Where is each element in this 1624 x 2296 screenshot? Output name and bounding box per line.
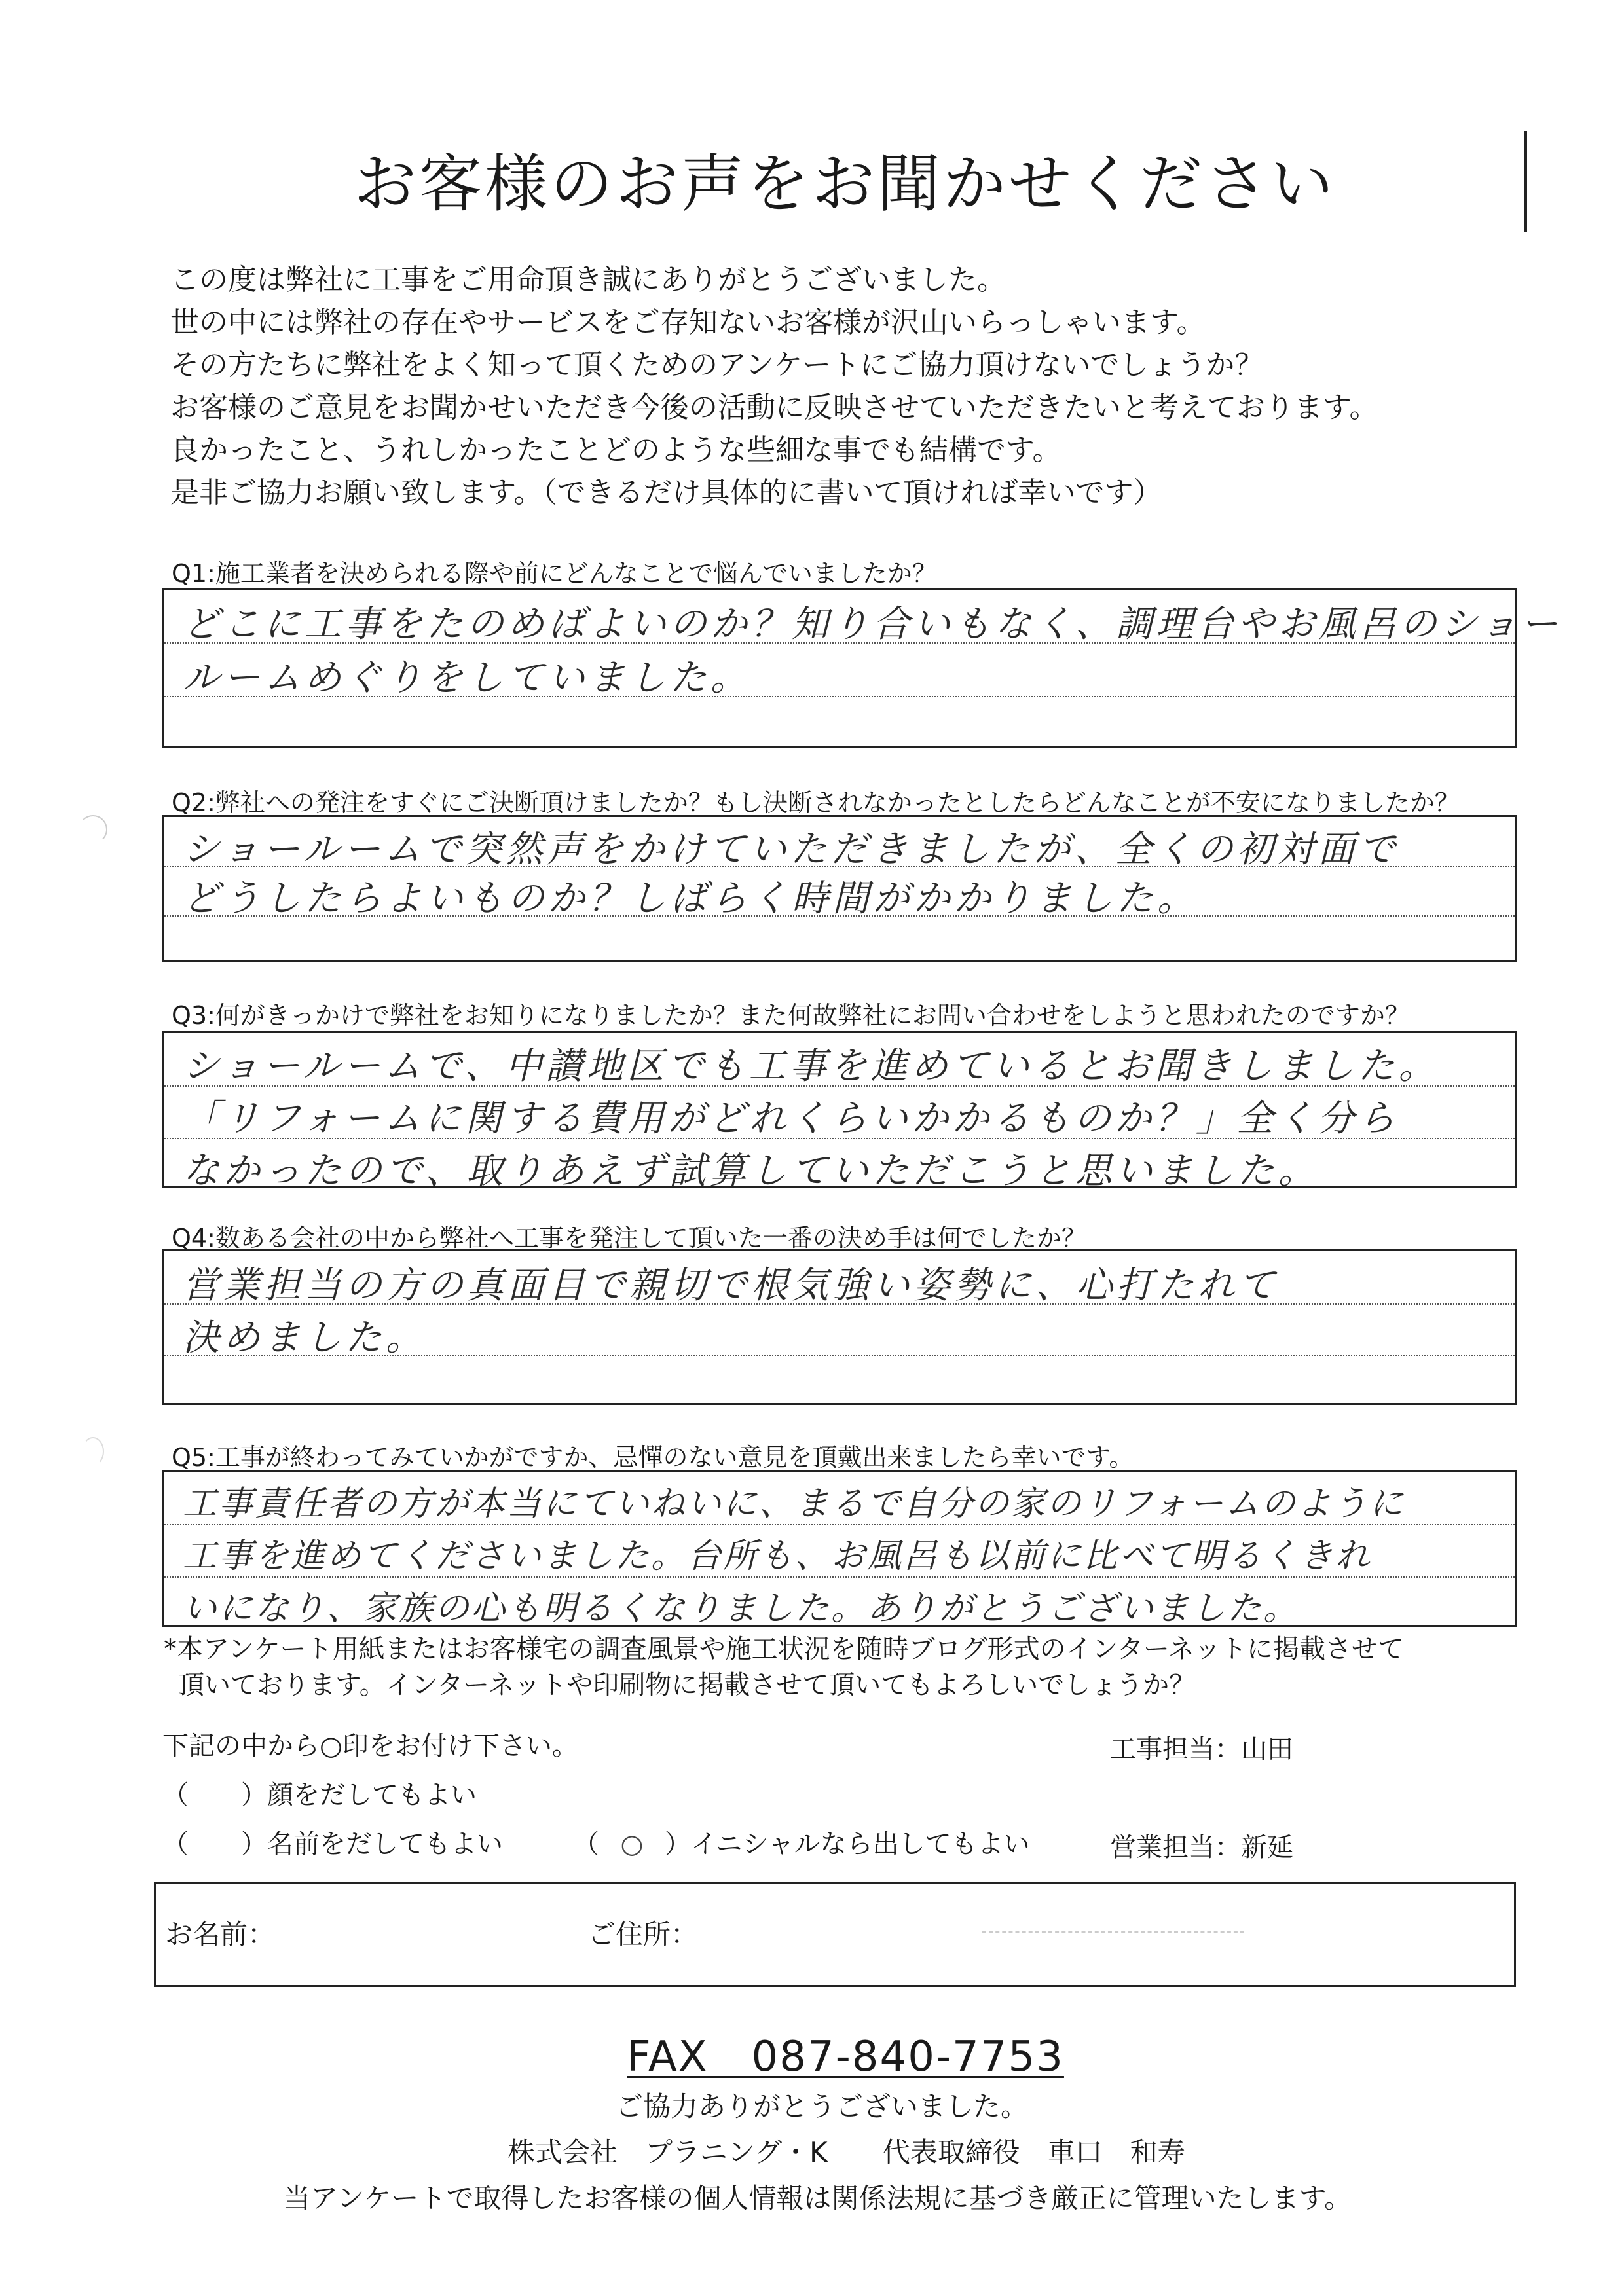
answer-box-3 <box>162 1031 1517 1192</box>
question-4-label: Q4:数ある会社の中から弊社へ工事を発注して頂いた一番の決め手は何でしたか？ <box>172 1224 1086 1252</box>
customer-address-label: ご住所： <box>588 1918 699 1950</box>
fax-number: FAX 087-840-7753 <box>627 2033 1064 2081</box>
answer-2-line: ショールームで突然声をかけていただきましたが、全くの初対面で <box>183 828 1399 871</box>
intro-line: 良かったこと、うれしかったことどのような些細な事でも結構です。 <box>170 433 1061 467</box>
publication-note <box>164 1631 1404 1704</box>
answer-3-line: ショールームで、中讃地区でも工事を進めているとお聞きしました。 <box>183 1045 1439 1087</box>
answer-5-line: いになり、家族の心も明るくなりました。ありがとうございました。 <box>183 1589 1300 1628</box>
intro-line: お客様のご意見をお聞かせいただき今後の活動に反映させていただきたいと考えております。 <box>170 391 1378 424</box>
answer-box-4 <box>162 1249 1517 1405</box>
intro-text <box>170 259 1378 514</box>
hole-punch-mark <box>82 1437 104 1466</box>
intro-line: この度は弊社に工事をご用命頂き誠にありがとうございました。 <box>170 263 1006 297</box>
page-title: お客様のお声をお聞かせください <box>354 147 1336 221</box>
answer-2-line: どうしたらよいものか？しばらく時間がかかりました。 <box>183 877 1198 920</box>
answer-box-2 <box>162 815 1517 962</box>
margin-line <box>1524 131 1527 232</box>
intro-line: 是非ご協力お願い致します。（できるだけ具体的に書いて頂ければ幸いです） <box>170 476 1162 509</box>
customer-info-box <box>154 1882 1516 1987</box>
question-1-label: Q1:施工業者を決められる際や前にどんなことで悩んでいましたか？ <box>172 559 937 588</box>
answer-5-line: 工事を進めてくださいました。台所も、お風呂も以前に比べて明るくきれ <box>183 1537 1372 1576</box>
consent-instruction: 下記の中から○印をお付け下さい。 <box>162 1731 578 1761</box>
intro-line: その方たちに弊社をよく知って頂くためのアンケートにご協力頂けないでしょうか？ <box>170 348 1264 382</box>
question-3-label: Q3:何がきっかけで弊社をお知りになりましたか？また何故弊社にお問い合わせをしようと思われたのですか？ <box>172 1001 1410 1030</box>
consent-option-name[interactable]: （ ）名前をだしてもよい <box>162 1829 503 1859</box>
privacy-line: 当アンケートで取得したお客様の個人情報は関係法規に基づき厳正に管理いたします。 <box>283 2182 1352 2214</box>
answer-5-line: 工事責任者の方が本当にていねいに、まるで自分の家のリフォームのように <box>183 1484 1405 1523</box>
answer-box-1 <box>162 588 1562 748</box>
consent-option-initial[interactable] <box>573 1823 1030 1861</box>
question-2-label: Q2:弊社への発注をすぐにご決断頂けましたか？もし決断されなかったとしたらどんなことが不安になりましたか？ <box>172 788 1460 817</box>
question-5-label: Q5:工事が終わってみていかがですか、忌憚のない意見を頂戴出来ましたら幸いです。 <box>172 1443 1134 1472</box>
customer-name-label: お名前： <box>165 1918 276 1950</box>
note-line: 頂いております。インターネットや印刷物に掲載させて頂いてもよろしいでしょうか？ <box>178 1670 1196 1700</box>
thanks-line: ご協力ありがとうございました。 <box>616 2090 1029 2123</box>
answer-4-line: 決めました。 <box>183 1317 426 1359</box>
paren-open: （ <box>573 1829 599 1859</box>
selected-circle-mark: ○ <box>620 1829 644 1859</box>
answer-4-line: 営業担当の方の真面目で親切で根気強い姿勢に、心打たれて <box>183 1264 1279 1307</box>
consent-option-face[interactable]: （ ）顔をだしてもよい <box>162 1780 477 1810</box>
sales-staff: 営業担当：新延 <box>1110 1832 1293 1863</box>
hole-punch-mark <box>79 815 107 844</box>
answer-3-line: なかったので、取りあえず試算していただこうと思いました。 <box>183 1150 1319 1192</box>
answer-3-line: 「リフォームに関する費用がどれくらいかかるものか？」全く分ら <box>183 1097 1399 1140</box>
company-line: 株式会社 プラニング・K 代表取締役 車口 和寿 <box>507 2136 1185 2168</box>
answer-box-5 <box>162 1470 1517 1627</box>
answer-1-line: ルームめぐりをしていました。 <box>183 657 751 699</box>
option-initial-label: ）イニシャルなら出してもよい <box>665 1829 1030 1859</box>
intro-line: 世の中には弊社の存在やサービスをご存知ないお客様が沢山いらっしゃいます。 <box>170 306 1206 339</box>
redacted-address <box>982 1931 1244 1933</box>
construction-staff: 工事担当：山田 <box>1110 1734 1293 1764</box>
note-line: *本アンケート用紙またはお客様宅の調査風景や施工状況を随時ブログ形式のインターネットに掲載させて <box>164 1634 1404 1664</box>
answer-1-line: どこに工事をたのめばよいのか？知り合いもなく、調理台やお風呂のショー <box>183 603 1562 646</box>
